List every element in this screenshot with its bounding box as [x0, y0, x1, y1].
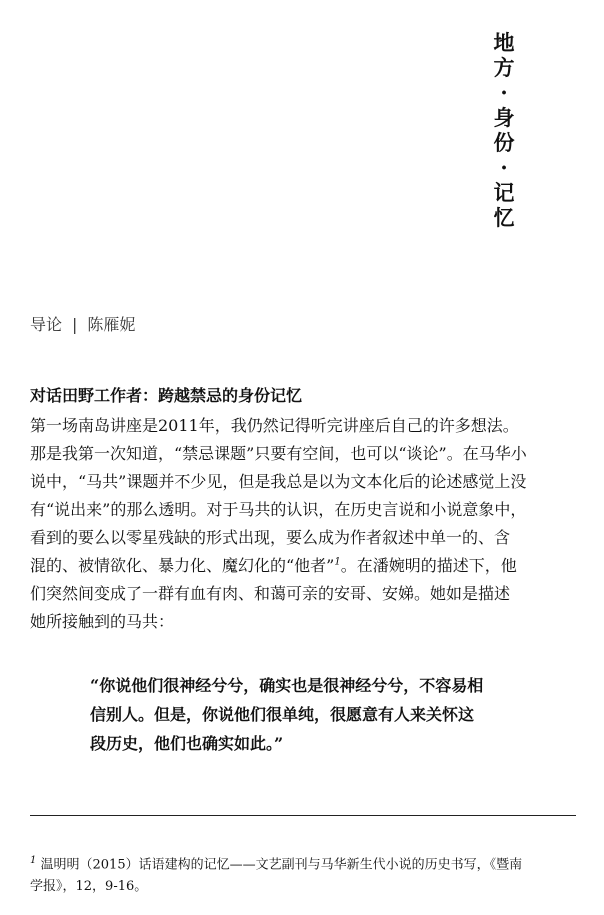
byline-separator: |	[72, 315, 78, 334]
section-label: 导论	[30, 315, 63, 334]
footnote-reference[interactable]: 1	[334, 556, 341, 568]
title-char: 忆	[493, 205, 515, 230]
title-char: 记	[493, 180, 515, 205]
author-name: 陈雁妮	[87, 315, 136, 334]
footnote-marker: 1	[30, 855, 37, 866]
body-line: 有“说出来”的那么透明。对于马共的认识，在历史言说和小说意象中，	[30, 500, 527, 519]
footnote-divider	[30, 815, 576, 816]
body-line-part: 混的、被情欲化、暴力化、魔幻化的“他者”	[30, 556, 335, 575]
quote-line: “你说他们很神经兮兮，确实也是很神经兮兮，不容易相	[90, 676, 484, 695]
title-char: 地	[493, 30, 515, 55]
title-dot: ·	[500, 80, 508, 105]
title-char: 身	[493, 105, 515, 130]
body-line-part: 。在潘婉明的描述下，他	[340, 556, 517, 575]
title-dot: ·	[500, 155, 508, 180]
quote-line: 信别人。但是，你说他们很单纯，很愿意有人来关怀这	[90, 705, 475, 724]
body-line: 那是我第一次知道，“禁忌课题”只要有空间，也可以“谈论”。在马华小	[30, 444, 527, 463]
section-heading: 对话田野工作者：跨越禁忌的身份记忆	[30, 386, 303, 405]
body-line	[30, 552, 586, 580]
block-quote	[90, 671, 530, 758]
footnote-line: 学报》，12，9-16。	[30, 879, 148, 894]
body-line: 第一场南岛讲座是2011年，我仍然记得听完讲座后自己的许多想法。	[30, 416, 519, 435]
body-line: 说中，“马共”课题并不少见，但是我总是以为文本化后的论述感觉上没	[30, 472, 527, 491]
vertical-title	[486, 30, 522, 230]
quote-line: 段历史，他们也确实如此。”	[90, 734, 284, 753]
footnote-text: 温明明（2015）话语建构的记忆——文艺副刊与马华新生代小说的历史书写，《暨南	[40, 857, 523, 873]
footnote-line	[30, 848, 586, 874]
title-char: 方	[493, 55, 515, 80]
body-line: 们突然间变成了一群有血有肉、和蔼可亲的安哥、安娣。她如是描述	[30, 584, 511, 603]
body-line: 她所接触到的马共：	[30, 612, 175, 631]
title-char: 份	[493, 130, 515, 155]
body-line: 看到的要么以零星残缺的形式出现，要么成为作者叙述中单一的、含	[30, 528, 511, 547]
footnote	[30, 848, 586, 900]
body-paragraph	[30, 412, 586, 636]
byline	[30, 312, 135, 335]
